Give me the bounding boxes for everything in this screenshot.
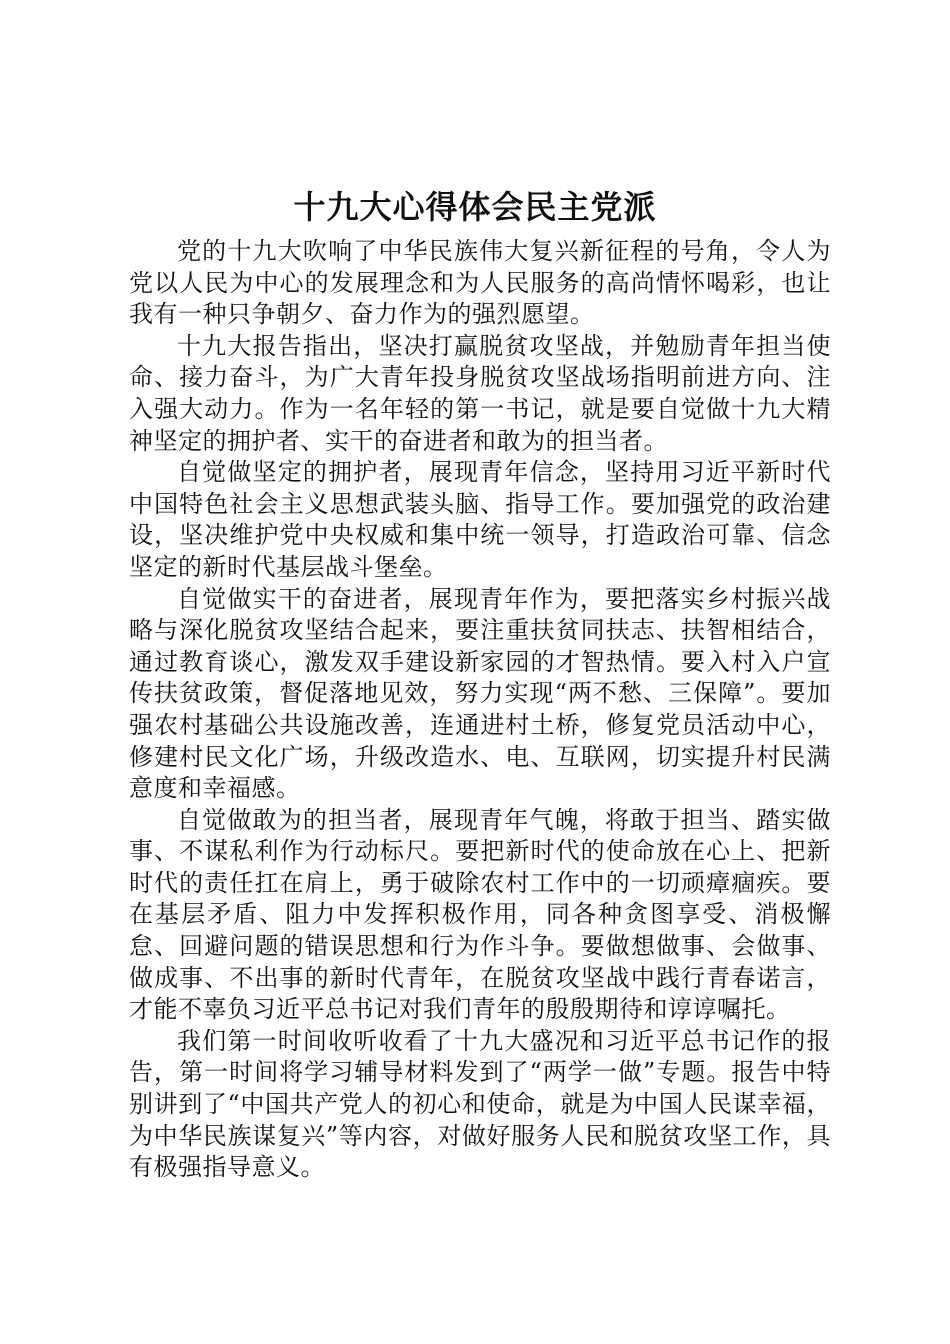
document-title: 十九大心得体会民主党派 [293,188,657,226]
paragraph-1: 党的十九大吹响了中华民族伟大复兴新征程的号角，令人为党以人民为中心的发展理念和为人民服务的高尚情怀喝彩，也让我有一种只争朝夕、奋力作为的强烈愿望。 [129,237,831,329]
paragraph-4: 自觉做实干的奋进者，展现青年作为，要把落实乡村振兴战略与深化脱贫攻坚结合起来，要注重扶贫同扶志、扶智相结合，通过教育谈心，激发双手建设新家园的才智热情。要入村入户宣传扶贫政策，督促落地见效，努力实现“两不愁、三保障”。要加强农村基础公共设施改善，连通进村土桥，修复党员活动中心，修建村民文化广场，升级改造水、电、互联网，切实提升村民满意度和幸福感。 [129,584,831,803]
paragraph-3: 自觉做坚定的拥护者，展现青年信念，坚持用习近平新时代中国特色社会主义思想武装头脑、指导工作。要加强党的政治建设，坚决维护党中央权威和集中统一领导，打造政治可靠、信念坚定的新时代基层战斗堡垒。 [129,458,831,581]
paragraph-5: 自觉做敢为的担当者，展现青年气魄，将敢于担当、踏实做事、不谋私利作为行动标尺。要把新时代的使命放在心上、把新时代的责任扛在肩上，勇于破除农村工作中的一切顽瘴痼疾。要在基层矛盾、阻力中发挥积极作用，同各种贪图享受、消极懈怠、回避问题的错误思想和行为作斗争。要做想做事、会做事、做成事、不出事的新时代青年，在脱贫攻坚战中践行青春诺言，才能不辜负习近平总书记对我们青年的殷殷期待和谆谆嘱托。 [129,805,831,1024]
paragraph-6: 我们第一时间收听收看了十九大盛况和习近平总书记作的报告，第一时间将学习辅导材料发到了“两学一做”专题。报告中特别讲到了“中国共产党人的初心和使命，就是为中国人民谋幸福，为中华民族谋复兴”等内容，对做好服务人民和脱贫攻坚工作，具有极强指导意义。 [129,1026,831,1182]
document-body [129,236,831,1184]
paragraph-2: 十九大报告指出，坚决打赢脱贫攻坚战，并勉励青年担当使命、接力奋斗，为广大青年投身脱贫攻坚战场指明前进方向、注入强大动力。作为一名年轻的第一书记，就是要自觉做十九大精神坚定的拥护者、实干的奋进者和敢为的担当者。 [129,331,831,455]
